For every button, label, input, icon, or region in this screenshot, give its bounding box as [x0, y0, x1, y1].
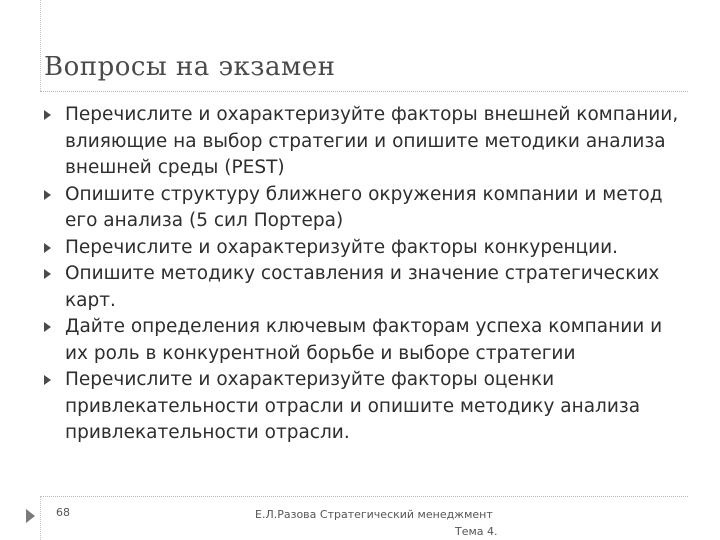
bullet-item	[44, 235, 690, 262]
arrow-bullet-icon	[44, 269, 51, 279]
arrow-bullet-icon	[44, 190, 51, 200]
bullet-item	[44, 182, 690, 235]
bullet-text: Перечислите и охарактеризуйте факторы оценки привлекательности отрасли и опишите методику анализа привлекательности отрасли.	[65, 369, 641, 443]
left-divider-lower	[40, 496, 41, 540]
arrow-bullet-icon	[44, 243, 51, 253]
bullet-text: Дайте определения ключевым факторам успеха компании и их роль в конкурентной борьбе и выборе стратегии	[65, 316, 663, 364]
bullet-text: Перечислите и охарактеризуйте факторы конкуренции.	[65, 236, 619, 258]
triangle-marker-icon	[26, 509, 35, 523]
bullet-text: Перечислите и охарактеризуйте факторы внешней компании, влияющие на выбор стратегии и опишите методики анализа внешней среды (PEST)	[65, 104, 679, 178]
footer-divider	[40, 496, 688, 497]
arrow-bullet-icon	[44, 322, 51, 332]
bullet-item	[44, 367, 690, 447]
title-divider	[40, 91, 688, 92]
footer-author-course: Е.Л.Разова Стратегический менеджмент	[255, 508, 493, 521]
bullet-item	[44, 314, 690, 367]
slide-number: 68	[56, 506, 70, 519]
left-divider-upper	[40, 0, 41, 91]
bullet-text: Опишите методику составления и значение стратегических карт.	[65, 263, 660, 311]
bullet-item	[44, 102, 690, 182]
bullet-text: Опишите структуру ближнего окружения компании и метод его анализа (5 сил Портера)	[65, 183, 663, 231]
bullet-item	[44, 261, 690, 314]
arrow-bullet-icon	[44, 110, 51, 120]
arrow-bullet-icon	[44, 375, 51, 385]
footer-topic: Тема 4.	[455, 525, 498, 538]
footer-caption	[255, 506, 498, 540]
slide-title: Вопросы на экзамен	[44, 52, 336, 82]
bullet-list	[44, 102, 690, 447]
